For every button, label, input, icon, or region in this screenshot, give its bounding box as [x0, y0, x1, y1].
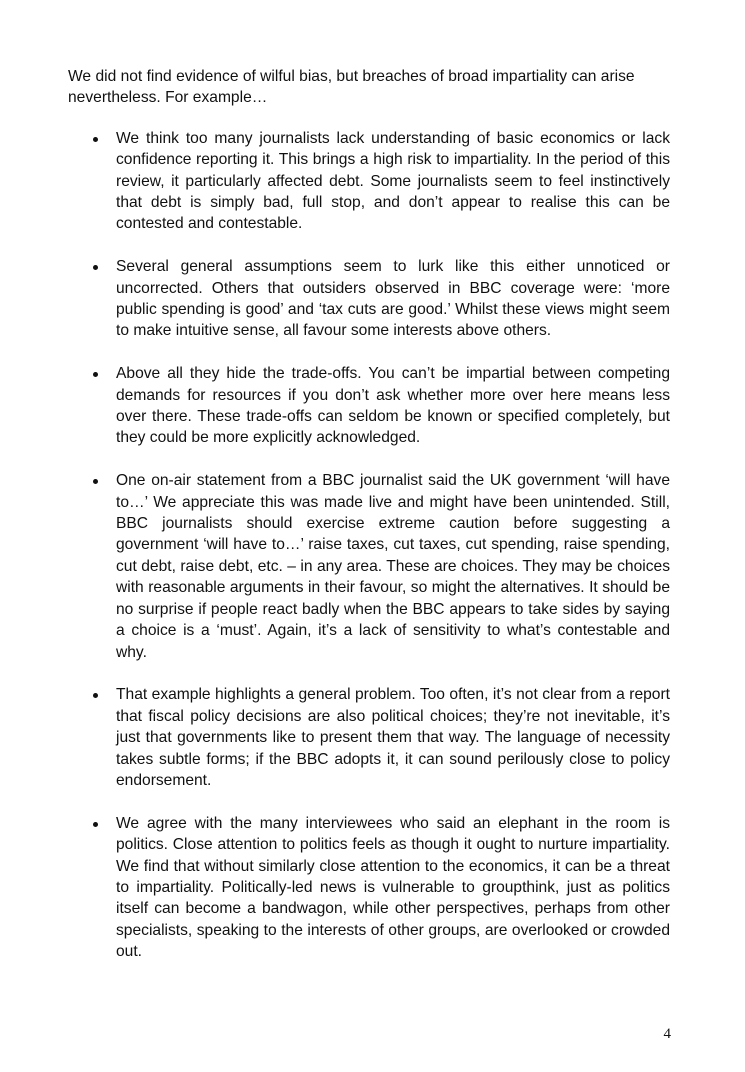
bullet-dot-icon	[93, 693, 98, 698]
bullet-dot-icon	[93, 822, 98, 827]
bullet-item	[68, 684, 670, 791]
bullet-dot-icon	[93, 265, 98, 270]
bullet-text: Above all they hide the trade-offs. You can’t be impartial between competing demands for resources if you don’t ask whether more over here means less over there. These trade-offs can seldom be known or specified completely, but they could be more explicitly acknowledged.	[116, 365, 670, 447]
bullet-list	[68, 128, 670, 963]
bullet-item	[68, 128, 670, 235]
bullet-text: One on-air statement from a BBC journalist said the UK government ‘will have to…’ We appreciate this was made live and might have been unintended. Still, BBC journalists should exercise extreme caution before suggesting a government ‘will have to…’ raise taxes, cut taxes, cut spending, raise spending, cut debt, raise debt, etc. – in any area. These are choices. They may be choices with reasonable arguments in their favour, so might the alternatives. It should be no surprise if people react badly when the BBC appears to take sides by saying a choice is a ‘must’. Again, it’s a lack of sensitivity to what’s contestable and why.	[116, 472, 670, 661]
page-number: 4	[663, 1026, 671, 1042]
bullet-dot-icon	[93, 372, 98, 377]
bullet-text: We think too many journalists lack understanding of basic economics or lack confidence reporting it. This brings a high risk to impartiality. In the period of this review, it particularly affected debt. Some journalists seem to feel instinctively that debt is simply bad, full stop, and don’t appear to realise this can be contested and contestable.	[116, 129, 670, 233]
bullet-dot-icon	[93, 137, 98, 142]
intro-paragraph: We did not find evidence of wilful bias, but breaches of broad impartiality can arise nevertheless. For example…	[68, 68, 635, 107]
bullet-dot-icon	[93, 479, 98, 484]
bullet-item	[68, 256, 670, 342]
bullet-text: We agree with the many interviewees who said an elephant in the room is politics. Close attention to politics feels as though it ought to nurture impartiality. We find that without similarly close attention to the economics, it can be a threat to impartiality. Politically-led news is vulnerable to groupthink, just as politics itself can become a bandwagon, while other perspectives, perhaps from other specialists, speaking to the interests of other groups, are overlooked or crowded out.	[116, 814, 670, 961]
bullet-item	[68, 363, 670, 449]
bullet-item	[68, 470, 670, 663]
document-body	[68, 66, 670, 984]
bullet-item	[68, 813, 670, 963]
bullet-text: Several general assumptions seem to lurk like this either unnoticed or uncorrected. Others that outsiders observed in BBC coverage were: ‘more public spending is good’ and ‘tax cuts are good.’ Whilst these views might seem to make intuitive sense, all favour some interests above others.	[116, 258, 670, 340]
bullet-text: That example highlights a general problem. Too often, it’s not clear from a report that fiscal policy decisions are also political choices; they’re not inevitable, it’s just that governments like to present them that way. The language of necessity takes subtle forms; if the BBC adopts it, it can sound perilously close to policy endorsement.	[116, 686, 670, 789]
